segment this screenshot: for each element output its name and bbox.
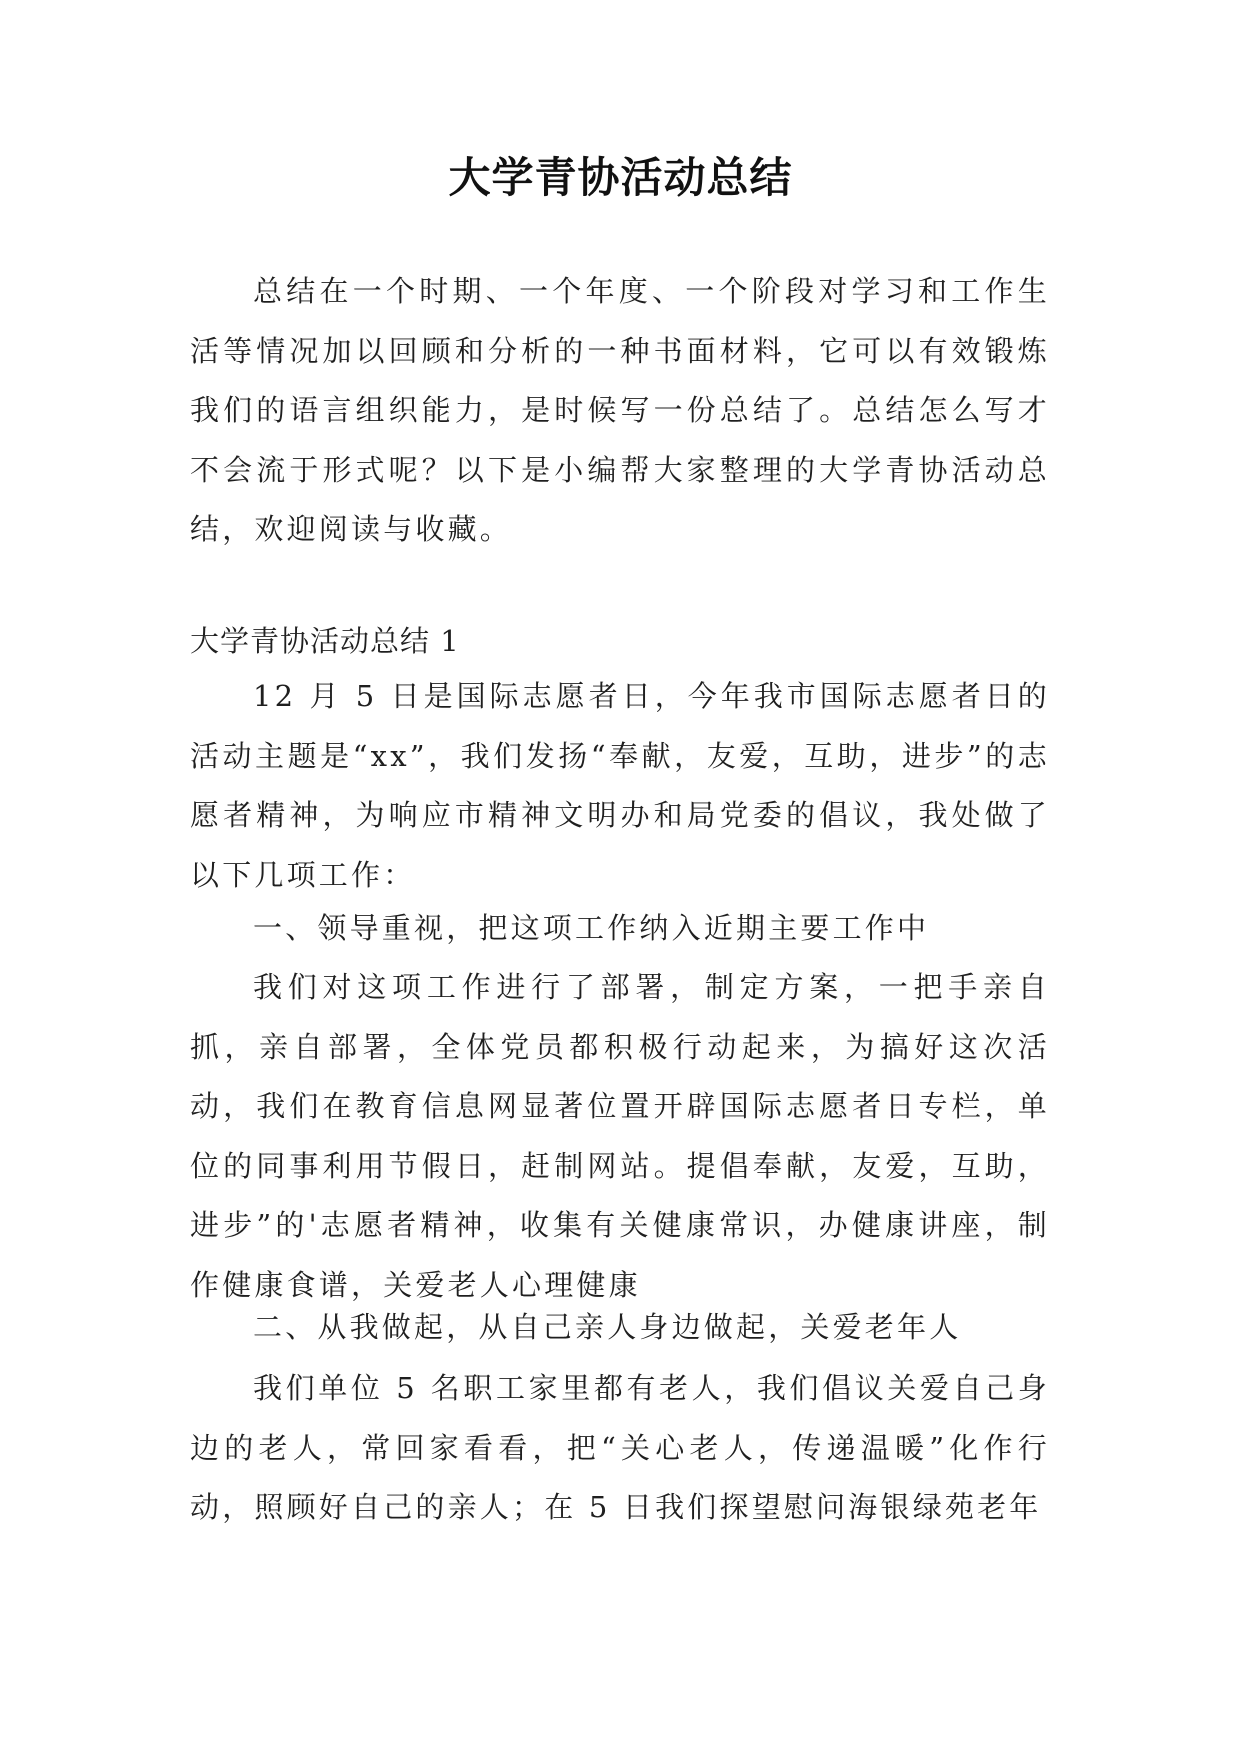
document-title: 大学青协活动总结 bbox=[448, 153, 793, 202]
intro-paragraph: 总结在一个时期、一个年度、一个阶段对学习和工作生活等情况加以回顾和分析的一种书面材料，它可以有效锻炼我们的语言组织能力，是时候写一份总结了。总结怎么写才不会流于形式呢？以下是小编帮大家整理的大学青协活动总结，欢迎阅读与收藏。 bbox=[190, 274, 1050, 547]
section-heading: 大学青协活动总结 1 bbox=[190, 624, 460, 658]
body-paragraph: 12 月 5 日是国际志愿者日，今年我市国际志愿者日的活动主题是“xx”，我们发扬“奉献，友爱，互助，进步”的志愿者精神，为响应市精神文明办和局党委的倡议，我处做了以下几项工作： bbox=[190, 679, 1050, 892]
body-paragraph: 我们单位 5 名职工家里都有老人，我们倡议关爱自己身边的老人，常回家看看，把“关心老人，传递温暖”化作行动，照顾好自己的亲人；在 5 日我们探望慰问海银绿苑老年 bbox=[190, 1371, 1050, 1525]
body-paragraph: 我们对这项工作进行了部署，制定方案，一把手亲自抓，亲自部署，全体党员都积极行动起来，为搞好这次活动，我们在教育信息网显著位置开辟国际志愿者日专栏，单位的同事利用节假日，赶制网站。提倡奉献，友爱，互助，进步”的'志愿者精神，收集有关健康常识，办健康讲座，制作健康食谱，关爱老人心理健康 bbox=[190, 970, 1050, 1302]
subheading-one: 一、领导重视，把这项工作纳入近期主要工作中 bbox=[253, 911, 930, 945]
subheading-two: 二、从我做起，从自己亲人身边做起，关爱老年人 bbox=[253, 1310, 962, 1344]
